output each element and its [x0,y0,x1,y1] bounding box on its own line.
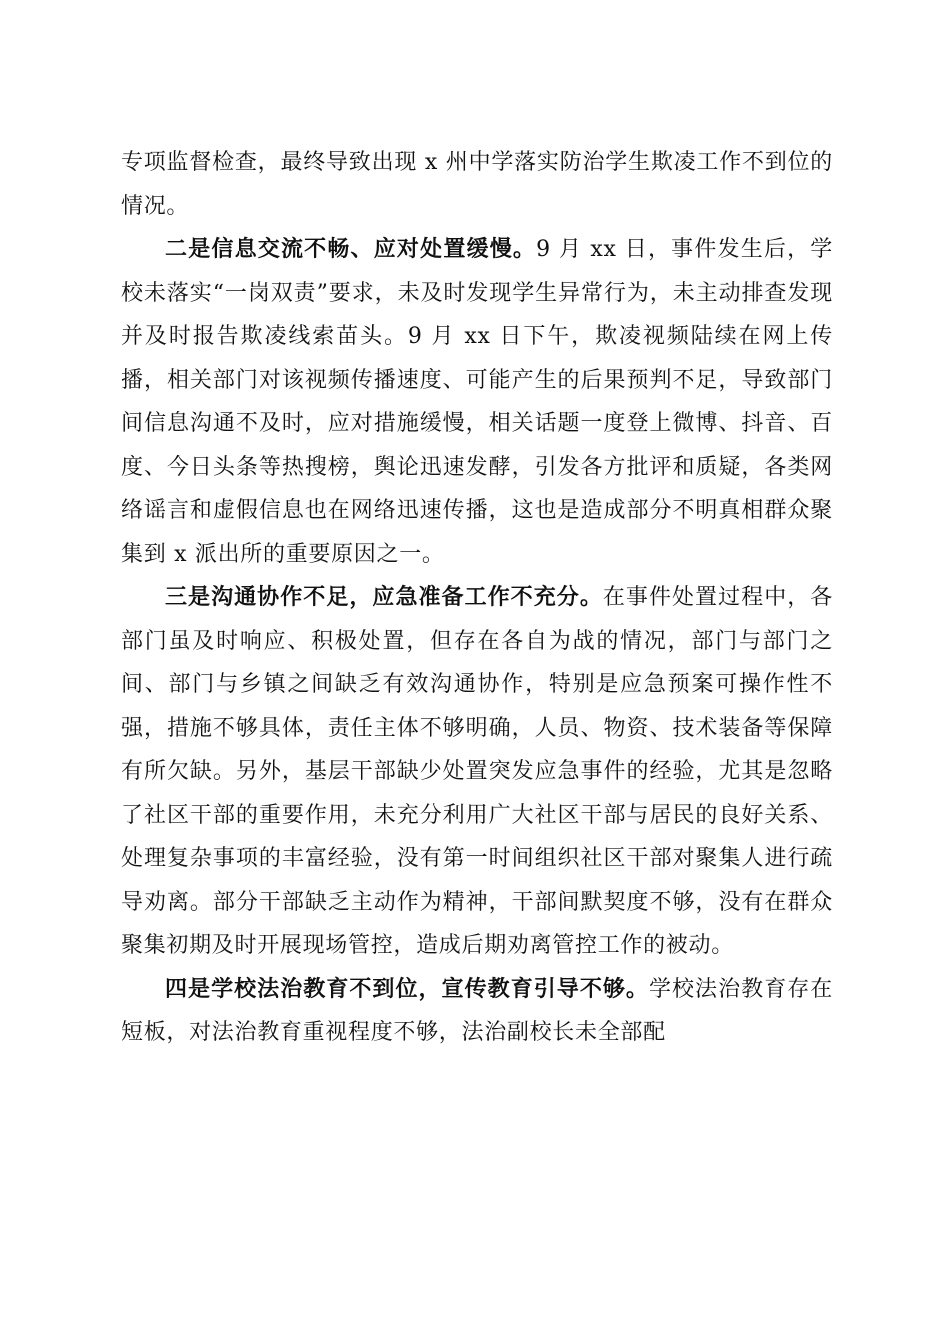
paragraph-information-exchange [121,228,833,576]
document-body [121,141,833,1055]
paragraph-text: 专项监督检查，最终导致出现 x 州中学落实防治学生欺凌工作不到位的情况。 [121,150,833,219]
paragraph-text: 学校法治教育存在短板，对法治教育重视程度不够，法治副校长未全部配 [121,976,833,1045]
paragraph-heading: 二是信息交流不畅、应对处置缓慢。 [165,236,537,262]
paragraph-legal-education [121,968,833,1055]
paragraph-continuation [121,141,833,228]
paragraph-heading: 四是学校法治教育不到位，宣传教育引导不够。 [165,975,649,1002]
paragraph-heading: 三是沟通协作不足，应急准备工作不充分。 [165,584,603,610]
paragraph-text: 在事件处置过程中，各部门虽及时响应、积极处置，但存在各自为战的情况，部门与部门之间、部门与乡镇之间缺乏有效沟通协作，特别是应急预案可操作性不强，措施不够具体，责任主体不够明确，人员、物资、技术装备等保障有所欠缺。另外，基层干部缺少处置突发应急事件的经验，尤其是忽略了社区干部的重要作用，未充分利用广大社区干部与居民的良好关系、处理复杂事项的丰富经验，没有第一时间组织社区干部对聚集人进行疏导劝离。部分干部缺乏主动作为精神，干部间默契度不够，没有在群众聚集初期及时开展现场管控，造成后期劝离管控工作的被动。 [121,585,833,958]
paragraph-communication-coordination [121,576,833,968]
paragraph-text: 9 月 xx 日，事件发生后，学校未落实“一岗双责”要求，未及时发现学生异常行为，未主动排查发现并及时报告欺凌线索苗头。9 月 xx 日下午，欺凌视频陆续在网上传播，相关部门对该视频传播速度、可能产生的后果预判不足，导致部门间信息沟通不及时，应对措施缓慢，相关话题一度登上微博、抖音、百度、今日头条等热搜榜，舆论迅速发酵，引发各方批评和质疑，各类网络谣言和虚假信息也在网络迅速传播，这也是造成部分不明真相群众聚集到 x 派出所的重要原因之一。 [121,237,833,567]
